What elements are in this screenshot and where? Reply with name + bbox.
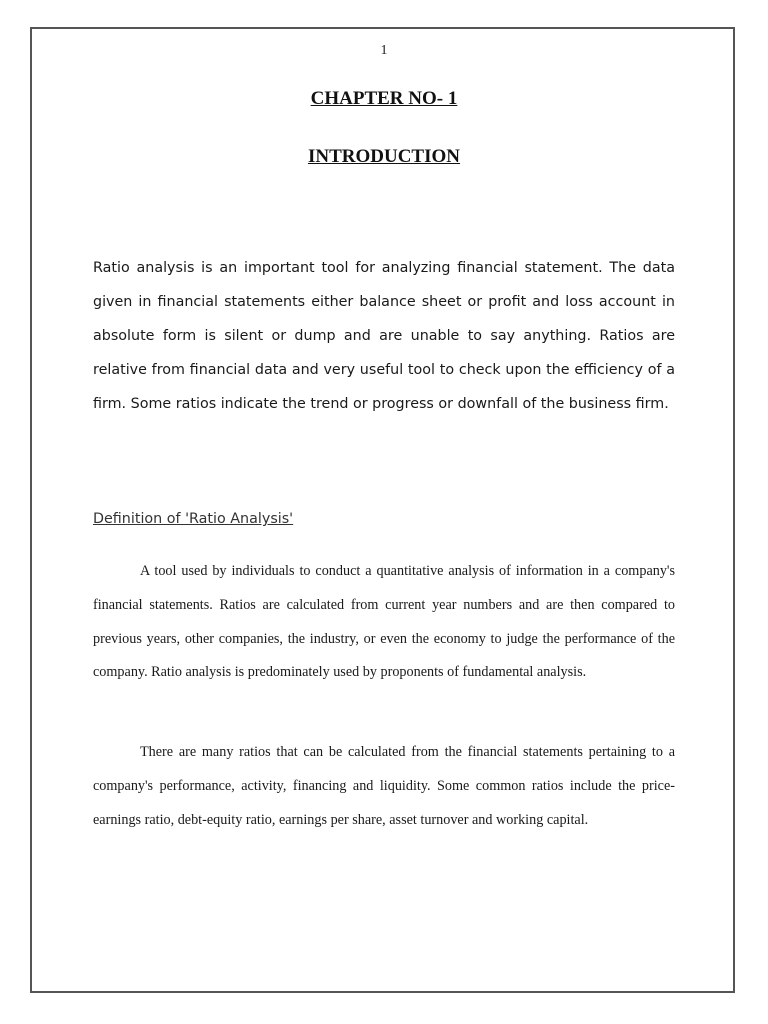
definition-paragraph: A tool used by individuals to conduct a quantitative analysis of information in a company's financial statements. Ratios are calculated from current year numbers and are then compared to previous years, other companies, the industry, or even the economy to judge the performance of the company. Ratio analysis is predominately used by proponents of fundamental analysis. [93,563,675,681]
section-title: INTRODUCTION [307,146,461,167]
page-border [30,27,735,993]
definition-heading: Definition of 'Ratio Analysis' [93,511,294,527]
page-number: 1 [380,43,388,58]
intro-paragraph: Ratio analysis is an important tool for analyzing financial statement. The data given in financial statements either balance sheet or profit and loss account in absolute form is silent or dump and are unable to say anything. Ratios are relative from financial data and very useful tool to check upon the efficiency of a firm. Some ratios indicate the trend or progress or downfall of the business firm. [93,260,675,412]
chapter-title: CHAPTER NO- 1 [310,88,458,109]
definition-paragraph: There are many ratios that can be calculated from the financial statements pertaining to a company's performance, activity, financing and liquidity. Some common ratios include the price-earnings ratio, debt-equity ratio, earnings per share, asset turnover and working capital. [93,744,675,828]
